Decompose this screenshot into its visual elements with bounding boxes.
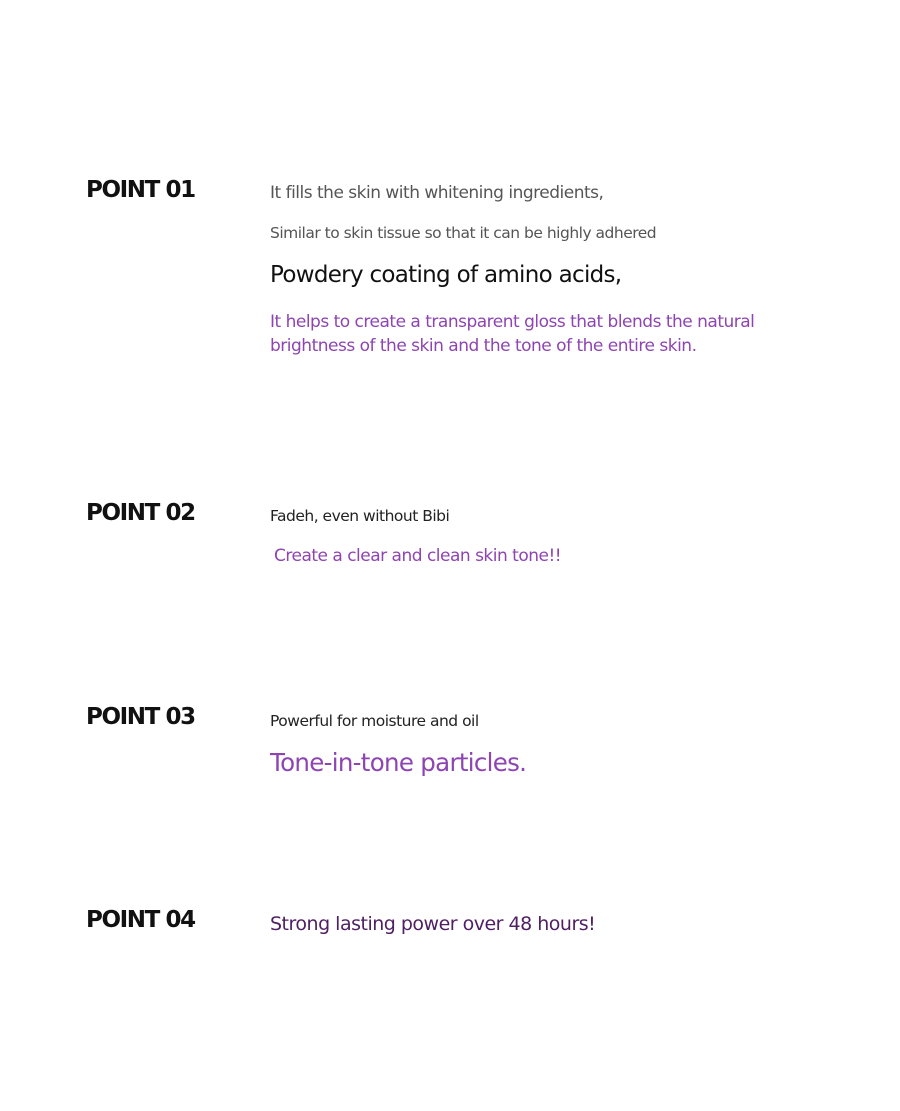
- point-02-line-1: Fadeh, even without Bibi: [270, 507, 450, 525]
- point-01-line-4: It helps to create a transparent gloss that blends the natural brightness of the skin and the tone of the entire skin.: [270, 312, 755, 356]
- point-02-line-2: Create a clear and clean skin tone!!: [274, 546, 562, 566]
- point-02-heading: POINT 02: [86, 500, 195, 526]
- point-01-heading: POINT 01: [86, 177, 195, 203]
- point-03-heading: POINT 03: [86, 704, 195, 730]
- point-03-line-1: Powerful for moisture and oil: [270, 712, 479, 730]
- point-03-line-2: Tone-in-tone particles.: [270, 748, 527, 777]
- point-04-heading: POINT 04: [86, 907, 195, 933]
- point-01-line-3: Powdery coating of amino acids,: [270, 262, 622, 288]
- point-01-line-2: Similar to skin tissue so that it can be highly adhered: [270, 224, 657, 242]
- point-01-line-1: It fills the skin with whitening ingredients,: [270, 183, 604, 203]
- point-04-line-1: Strong lasting power over 48 hours!: [270, 913, 596, 935]
